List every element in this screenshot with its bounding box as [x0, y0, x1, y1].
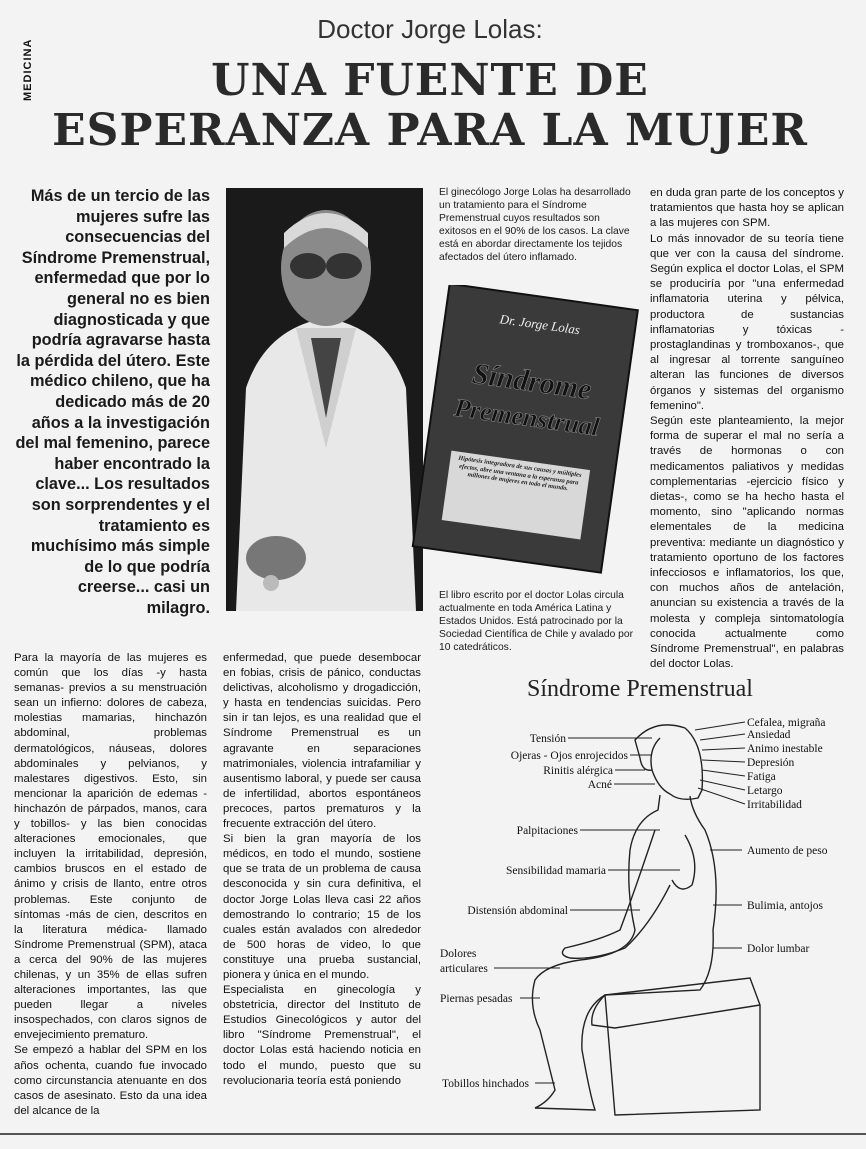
- paragraph: Lo más innovador de su teoría tiene que ver con la causa del síndrome. Según explica el doctor Lolas, el SPM se produciría por "una enfermedad inflamatoria uterina y pélvica, productora de sustancias inflamatorias y tóxicas -prostaglandinas y tromboxanos-, que al ingresar al torrente sanguíneo alteran las funciones de diversos órganos y sistemas del organismo femenino".: [650, 232, 844, 412]
- symptom-label: Acné: [587, 779, 612, 791]
- section-label: MEDICINA: [22, 38, 34, 102]
- headline: [30, 56, 830, 156]
- book-title-line-1: Síndrome: [470, 356, 594, 407]
- symptom-label: Palpitaciones: [516, 825, 578, 837]
- lead-paragraph: Más de un tercio de las mujeres sufre las consecuencias del Síndrome Premenstrual, enfermedad que por lo general no es bien diagnosticada y que podría agravarse hasta la pérdida del útero. Este médico chileno, que ha dedicado más de 20 años a la investigación del mal femenino, parece haber encontrado la clave... Los resultados son sorprendentes y el tratamiento es muchísimo más simple de lo que podría creerse... casi un milagro.: [15, 187, 210, 617]
- symptom-label: articulares: [440, 963, 488, 975]
- book-author: Dr. Jorge Lolas: [498, 311, 581, 338]
- paragraph: Se empezó a hablar del SPM en los años ochenta, cuando fue invocado como circunstancia atenuante en dos casos de asesinato. Esto da una idea del alcance de la: [14, 1044, 207, 1117]
- paragraph: Para la mayoría de las mujeres es común que los días -y hasta semanas- previos a su menstruación sean un infierno: dolores de cabeza, molestias mamarias, hinchazón abdominal, problemas dermatológicos, náuseas, dolores abdominales y pelvianos, y malestares digestivos. Esto, sin mencionar la aparición de edemas -hinchazón de párpados, manos, cara y tobillos- y las bien conocidas alteraciones emocionales, que incluyen la irritabilidad, depresión, cambios bruscos en el estado de ánimo y crisis de llanto, entre otros problemas. Este conjunto de síntomas -más de cien, descritos en la literatura médica- llamado Síndrome Premenstrual (SPM), ataca a cerca del 90% de las mujeres chilenas, y un 35% de ellas sufren alteraciones importantes, las que pueden llegar a niveles insospechados, con claros signos de envejecimiento prematuro.: [14, 652, 207, 1042]
- symptom-label: Distensión abdominal: [467, 905, 568, 917]
- kicker: Doctor Jorge Lolas:: [317, 14, 543, 44]
- symptom-label: Letargo: [747, 785, 783, 797]
- symptom-label: Fatiga: [747, 771, 776, 783]
- symptom-label: Ojeras - Ojos enrojecidos: [510, 750, 628, 762]
- paragraph: en duda gran parte de los conceptos y tratamientos que hasta hoy se aplican a las mujeres con SPM.: [650, 187, 844, 230]
- paragraph: Si bien la gran mayoría de los médicos, en todo el mundo, sostiene que se trata de un problema de causa desconocida y sin cura definitiva, el doctor Jorge Lolas lleva casi 22 años demostrando lo contrario; 15 de los cuales están avalados con alrededor de 500 horas de video, lo que constituye una prueba sustancial, pionera y única en el mundo.: [223, 833, 421, 981]
- article-column-1: [14, 651, 207, 1119]
- paragraph: Según este planteamiento, la mejor forma de superar el mal no sería a través de hormonas o con medicamentos paliativos y medidas complementarias -ejercicio físico y dietas-, como se ha hecho hasta el momento, sino "aplicando normas elementales de la medicina preventiva: mediante un diagnóstico y tratamiento oportuno de los factores infecciosos e inflamatorios, los que, con muchos años de antelación, anuncian su existencia a través de la molesta y compleja sintomatología conocida actualmente como Síndrome Premenstrual", en palabras del doctor Lolas.: [650, 415, 844, 671]
- symptom-label: Sensibilidad mamaria: [506, 865, 606, 877]
- symptom-label: Aumento de peso: [747, 845, 828, 857]
- symptom-label: Animo inestable: [747, 743, 823, 755]
- diagram-title: Síndrome Premenstrual: [527, 676, 753, 702]
- symptom-label: Piernas pesadas: [440, 993, 513, 1005]
- symptom-label: Dolores: [440, 948, 477, 960]
- symptom-label: Irritabilidad: [747, 799, 802, 811]
- book-title-line-2: Premenstrual: [452, 392, 602, 442]
- headline-line-1: UNA FUENTE DE: [211, 55, 649, 106]
- doctor-photo: [226, 188, 423, 611]
- book-blurb: Hipótesis integradora de sus causas y múltiples efectos, abre una ventana a la esperanza para millones de mujeres en todo el mundo.: [457, 454, 582, 493]
- article-column-4: [650, 186, 844, 673]
- paragraph: enfermedad, que puede desembocar en fobias, crisis de pánico, conductas delictivas, alcoholismo y drogadicción, y hasta en tendencias suicidas. Pero sin ir tan lejos, es una realidad que el Síndrome Premenstrual es un agravante en separaciones matrimoniales, violencia intrafamiliar y ausentismo laboral, y puede ser causa de infertilidad, abortos espontáneos precoces, partos prematuros y la frecuente extracción del útero.: [223, 652, 421, 831]
- bottom-rule: [0, 1133, 866, 1135]
- photo-caption: El ginecólogo Jorge Lolas ha desarrollado un tratamiento para el Síndrome Premenstrual cuyos resultados son exitosos en el 90% de los casos. La clave está en abordar directamente los tejidos afectados del útero inflamado.: [439, 187, 631, 263]
- article-column-2: [223, 651, 421, 1089]
- book-cover-image: [400, 285, 640, 575]
- book-caption: El libro escrito por el doctor Lolas circula actualmente en toda América Latina y Estados Unidos. Está patrocinado por la Sociedad Científica de Chile y avalado por 10 catedráticos.: [439, 590, 634, 653]
- symptom-diagram: [430, 710, 850, 1130]
- symptom-label: Dolor lumbar: [747, 943, 810, 955]
- symptom-label: Rinitis alérgica: [543, 765, 613, 777]
- headline-line-2: ESPERANZA PARA LA MUJER: [52, 105, 808, 156]
- symptom-label: Tensión: [529, 733, 566, 745]
- symptom-label: Cefalea, migraña: [747, 717, 826, 729]
- symptom-label: Bulimia, antojos: [747, 900, 824, 912]
- paragraph: Especialista en ginecología y obstetricia, director del Instituto de Estudios Ginecológicos y autor del libro "Síndrome Premenstrual", el doctor Lolas está haciendo noticia en todo el mundo, puesto que su revolucionaria teoría está poniendo: [223, 984, 421, 1087]
- symptom-label: Tobillos hinchados: [442, 1078, 530, 1090]
- symptom-label: Ansiedad: [747, 729, 791, 741]
- symptom-label: Depresión: [747, 757, 795, 769]
